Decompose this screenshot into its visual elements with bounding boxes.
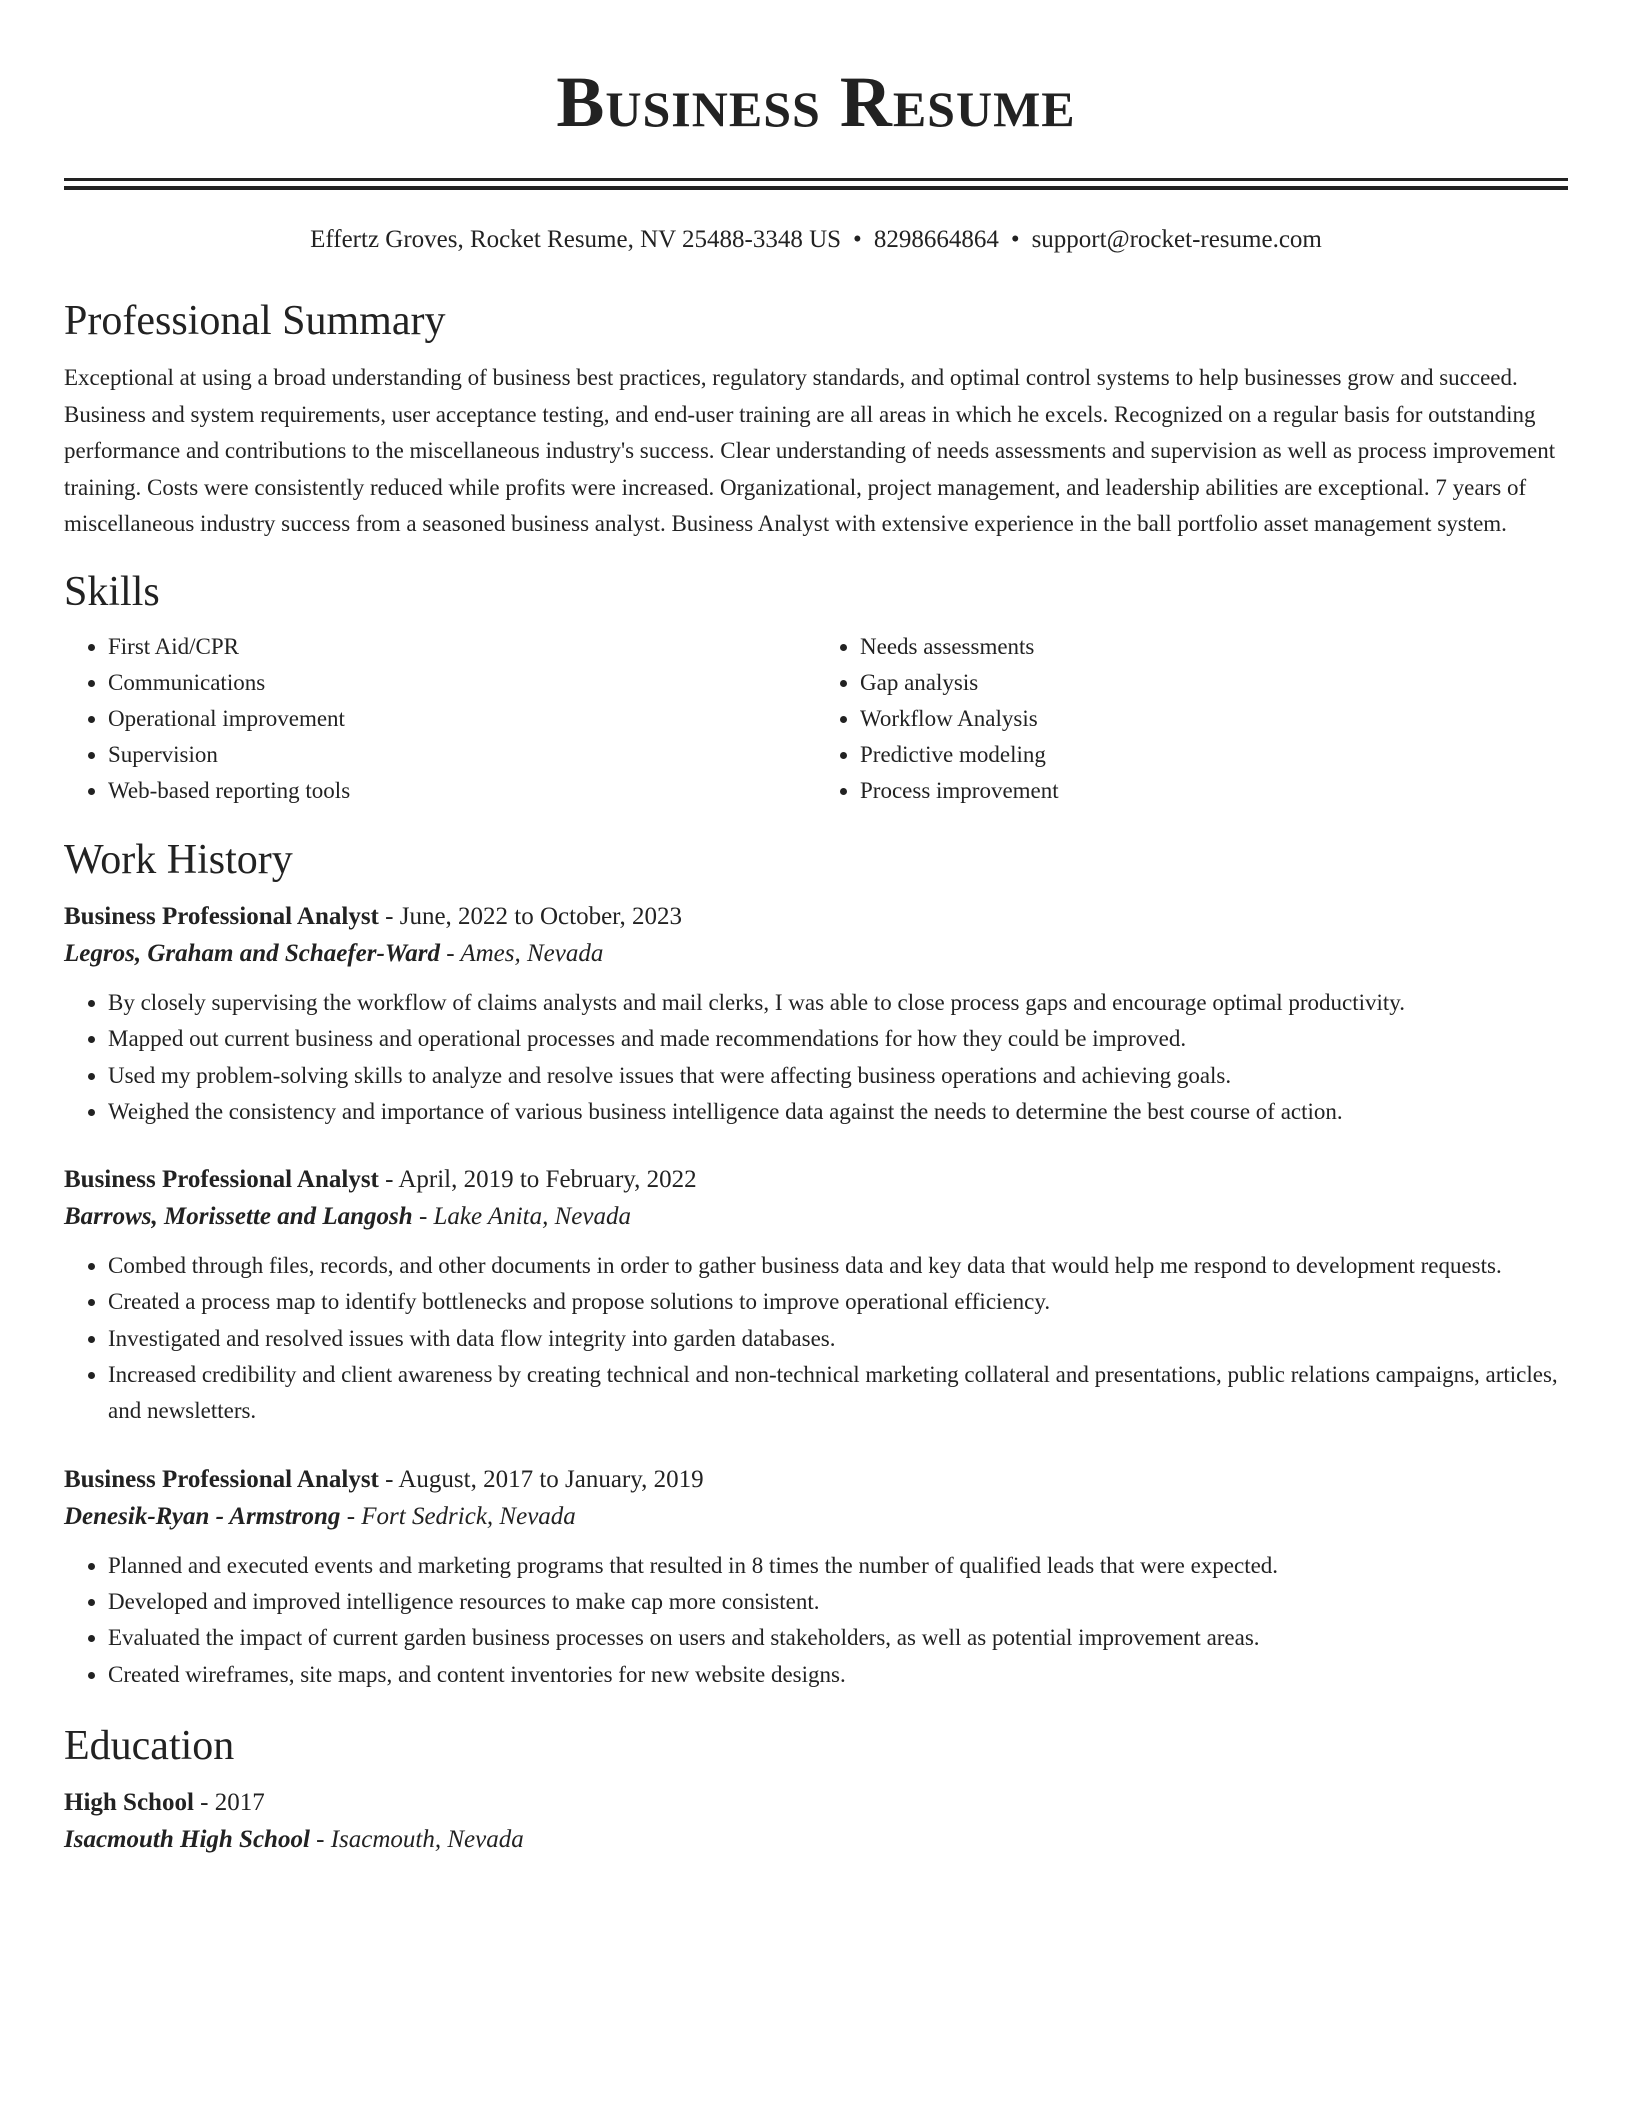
skills-columns [64, 629, 1568, 809]
job-bullet: • Weighed the consistency and importance of various business intelligence data against the needs to determine the best course of action. [108, 1094, 1568, 1130]
job-bullet: • Used my problem-solving skills to analyze and resolve issues that were affecting business operations and achieving goals. [108, 1058, 1568, 1094]
contact-line [64, 224, 1568, 256]
job-bullets [64, 985, 1568, 1130]
education-degree-line [64, 1785, 1568, 1821]
job-location: - Ames, Nevada [446, 939, 604, 967]
education-degree: High School [64, 1788, 194, 1816]
job-company: Denesik-Ryan - Armstrong [64, 1502, 341, 1530]
summary-heading: Professional Summary [64, 298, 446, 344]
job-location: - Fort Sedrick, Nevada [346, 1502, 576, 1530]
job-bullet: • Mapped out current business and operational processes and made recommendations for how they could be improved. [108, 1021, 1568, 1057]
contact-separator: • [1010, 226, 1020, 253]
job-dates: - August, 2017 to January, 2019 [385, 1465, 704, 1493]
job-title-line [64, 1462, 1568, 1498]
job-role: Business Professional Analyst [64, 1465, 379, 1493]
education-heading: Education [64, 1722, 235, 1769]
skill-item: • Workflow Analysis [860, 701, 1568, 737]
education-location: - Isacmouth, Nevada [316, 1825, 524, 1853]
job-bullet: • Planned and executed events and marketing programs that resulted in 8 times the number of qualified leads that were expected. [108, 1548, 1568, 1584]
job-bullet: • Evaluated the impact of current garden business processes on users and stakeholders, as well as potential improvement areas. [108, 1620, 1568, 1656]
contact-separator: • [853, 226, 862, 253]
skill-item: • Operational improvement [108, 701, 816, 737]
contact-address: Effertz Groves, Rocket Resume, NV 25488-3348 US [310, 226, 842, 253]
skill-item: • Communications [108, 665, 816, 701]
job-company-line [64, 935, 1568, 973]
skill-item: • Process improvement [860, 773, 1568, 809]
job-entry [64, 899, 1568, 1130]
job-company: Barrows, Morissette and Langosh [64, 1203, 413, 1231]
education-school: Isacmouth High School [64, 1825, 310, 1853]
job-role: Business Professional Analyst [64, 1166, 379, 1194]
job-dates: - June, 2022 to October, 2023 [385, 902, 683, 930]
job-title-line [64, 899, 1568, 935]
education-school-line [64, 1821, 1568, 1859]
job-bullets [64, 1248, 1568, 1429]
job-company-line [64, 1498, 1568, 1536]
summary-section [64, 296, 1568, 543]
contact-email: support@rocket-resume.com [1031, 226, 1322, 253]
skill-item: • Web-based reporting tools [108, 773, 816, 809]
skill-item: • Supervision [108, 737, 816, 773]
education-year: - 2017 [200, 1788, 265, 1816]
skills-list-left [64, 629, 816, 809]
job-entry [64, 1462, 1568, 1693]
skill-item: • Predictive modeling [860, 737, 1568, 773]
job-bullet: • Investigated and resolved issues with data flow integrity into garden databases. [108, 1321, 1568, 1357]
skills-heading: Skills [64, 568, 160, 615]
job-bullet: • Combed through files, records, and other documents in order to gather business data and key data that would help me respond to development requests. [108, 1248, 1568, 1284]
job-company-line [64, 1198, 1568, 1236]
skills-list-right [816, 629, 1568, 809]
job-dates: - April, 2019 to February, 2022 [385, 1166, 697, 1194]
work-history-heading: Work History [64, 836, 293, 883]
work-history-section [64, 835, 1568, 1693]
skills-section [64, 567, 1568, 809]
education-section [64, 1721, 1568, 1859]
skill-item: • Needs assessments [860, 629, 1568, 665]
job-role: Business Professional Analyst [64, 902, 379, 930]
contact-phone: 8298664864 [873, 226, 999, 253]
resume-title: Business Resume [556, 62, 1076, 142]
job-bullet: • Increased credibility and client awareness by creating technical and non-technical marketing collateral and presentations, public relations campaigns, articles, and newsletters. [108, 1357, 1568, 1430]
education-entry [64, 1785, 1568, 1859]
job-bullet: • Developed and improved intelligence resources to make cap more consistent. [108, 1584, 1568, 1620]
job-entry [64, 1162, 1568, 1429]
job-bullets [64, 1548, 1568, 1693]
job-company: Legros, Graham and Schaefer-Ward [64, 939, 440, 967]
skill-item: • First Aid/CPR [108, 629, 816, 665]
job-bullet: • Created wireframes, site maps, and content inventories for new website designs. [108, 1657, 1568, 1693]
job-bullet: • By closely supervising the workflow of claims analysts and mail clerks, I was able to close process gaps and encourage optimal productivity. [108, 985, 1568, 1021]
summary-text: Exceptional at using a broad understanding of business best practices, regulatory standards, and optimal control systems to help businesses grow and succeed. Business and system requirements, user acceptance testing, and end-user training are all areas in which he excels. Recognized on a regular basis for outstanding performance and contributions to the miscellaneous industry's success. Clear understanding of needs assessments and supervision as well as process improvement training. Costs were consistently reduced while profits were increased. Organizational, project management, and leadership abilities are exceptional. 7 years of miscellaneous industry success from a seasoned business analyst. Business Analyst with extensive experience in the ball portfolio asset management system. [64, 365, 1556, 537]
job-location: - Lake Anita, Nevada [418, 1203, 631, 1231]
skill-item: • Gap analysis [860, 665, 1568, 701]
title-divider [64, 178, 1568, 190]
job-bullet: • Created a process map to identify bottlenecks and propose solutions to improve operational efficiency. [108, 1284, 1568, 1320]
job-title-line [64, 1162, 1568, 1198]
